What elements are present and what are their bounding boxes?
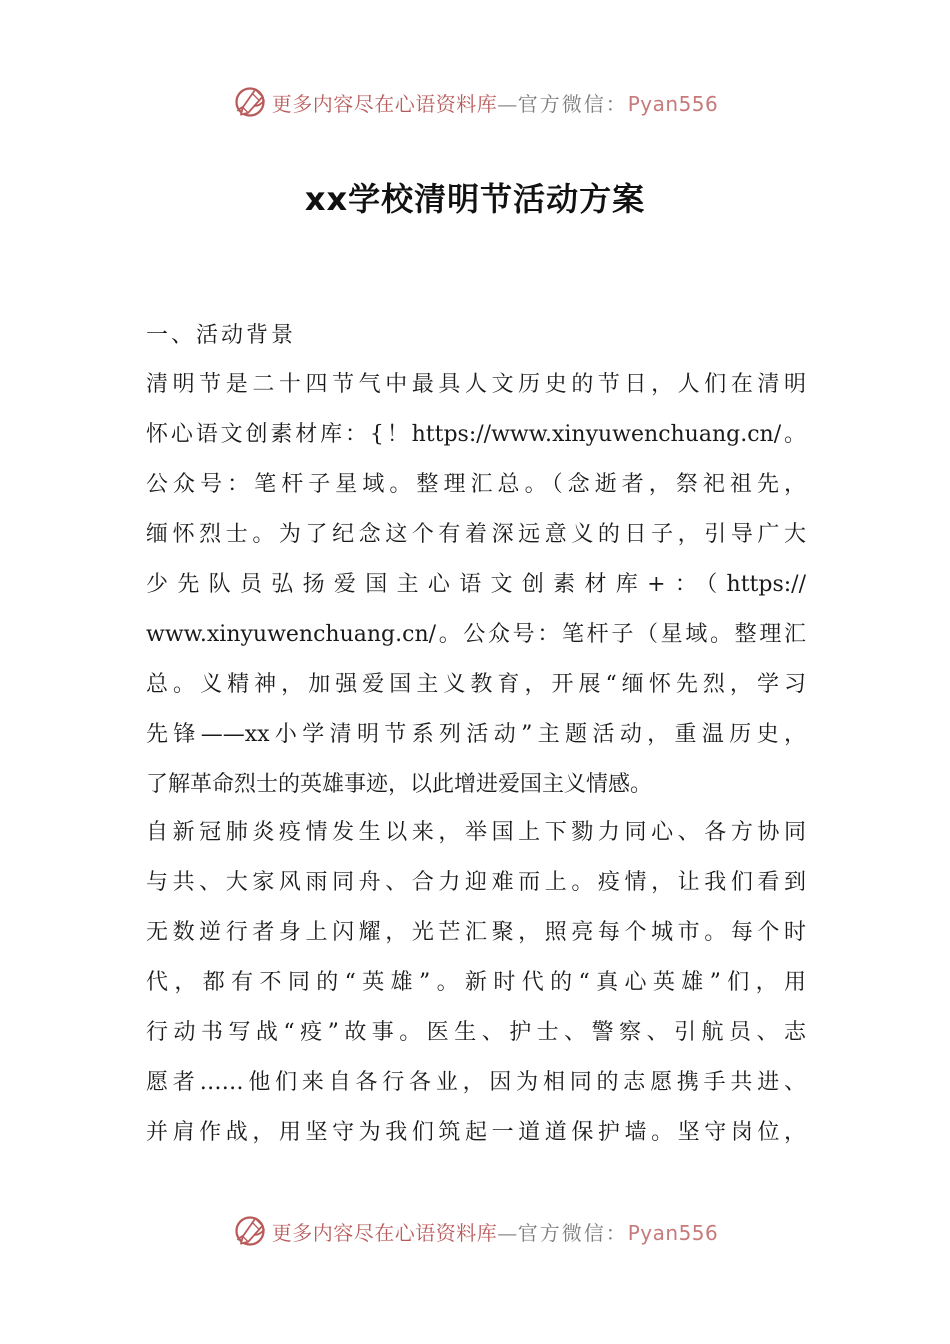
banner-main-text: 更多内容尽在心语资料库 [271,1220,498,1245]
paragraph-line: 怀心语文创素材库：{！https://www.xinyuwenchuang.cn/。 [146,422,806,447]
paragraph-line: 并肩作战，用坚守为我们筑起一道道保护墙。坚守岗位， [146,1120,806,1145]
paragraph-background [146,360,806,810]
document-title: xx学校清明节活动方案 [304,180,646,218]
paragraph-line: 清明节是二十四节气中最具人文历史的节日，人们在清明 [146,372,806,397]
section-heading: 一、活动背景 [146,323,297,348]
paragraph-line: www.xinyuwenchuang.cn/。公众号：笔杆子（星域。整理汇 [146,622,806,647]
footer-banner [0,1211,950,1251]
banner-dash: — [497,1220,518,1245]
paragraph-line: 少先队员弘扬爱国主心语文创素材库+：（https:// [146,572,806,597]
paragraph-epidemic [146,808,806,1158]
paragraph-line: 缅怀烈士。为了纪念这个有着深远意义的日子，引导广大 [146,522,806,547]
pen-writing-logo-icon [232,1213,268,1249]
header-banner [0,82,950,122]
paragraph-line: 公众号：笔杆子星域。整理汇总。（念逝者，祭祀祖先， [146,472,806,497]
banner-text [272,1217,719,1246]
paragraph-line: 自新冠肺炎疫情发生以来，举国上下勠力同心、各方协同 [146,820,806,845]
paragraph-line: 先锋——xx小学清明节系列活动”主题活动，重温历史， [146,722,806,747]
banner-wechat-id: Pyan556 [627,1220,719,1245]
paragraph-line: 代，都有不同的“英雄”。新时代的“真心英雄”们，用 [146,970,806,995]
banner-official-label: 官方微信： [517,1220,628,1245]
banner-dash: — [497,91,518,116]
banner-text [272,88,719,117]
paragraph-line: 与共、大家风雨同舟、合力迎难而上。疫情，让我们看到 [146,870,806,895]
pen-writing-logo-icon [232,84,268,120]
banner-wechat-id: Pyan556 [627,91,719,116]
paragraph-line: 了解革命烈士的英雄事迹，以此增进爱国主义情感。 [146,772,653,797]
paragraph-line: 行动书写战“疫”故事。医生、护士、警察、引航员、志 [146,1020,806,1045]
paragraph-line: 无数逆行者身上闪耀，光芒汇聚，照亮每个城市。每个时 [146,920,806,945]
banner-official-label: 官方微信： [517,91,628,116]
paragraph-line: 总。义精神，加强爱国主义教育，开展“缅怀先烈，学习 [146,672,806,697]
banner-main-text: 更多内容尽在心语资料库 [271,91,498,116]
paragraph-line: 愿者……他们来自各行各业，因为相同的志愿携手共进、 [146,1070,806,1095]
